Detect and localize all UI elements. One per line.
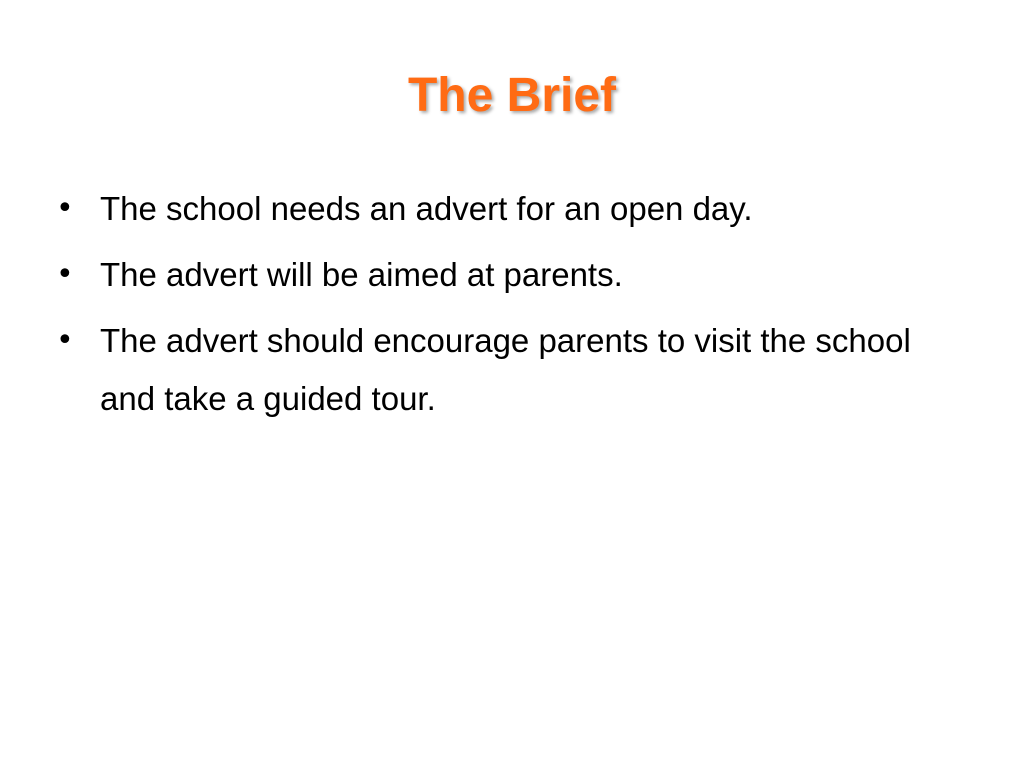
bullet-list xyxy=(56,180,956,436)
list-item xyxy=(56,246,956,304)
bullet-text: The advert should encourage parents to visit the school and take a guided tour. xyxy=(100,322,911,417)
bullet-text: The advert will be aimed at parents. xyxy=(100,256,623,293)
list-item xyxy=(56,180,956,238)
bullet-icon: • xyxy=(56,323,74,358)
bullet-icon: • xyxy=(56,191,74,226)
slide-title: The Brief xyxy=(407,69,617,122)
bullet-text: The school needs an advert for an open day. xyxy=(100,190,753,227)
bullet-icon: • xyxy=(56,257,74,292)
list-item xyxy=(56,312,956,428)
